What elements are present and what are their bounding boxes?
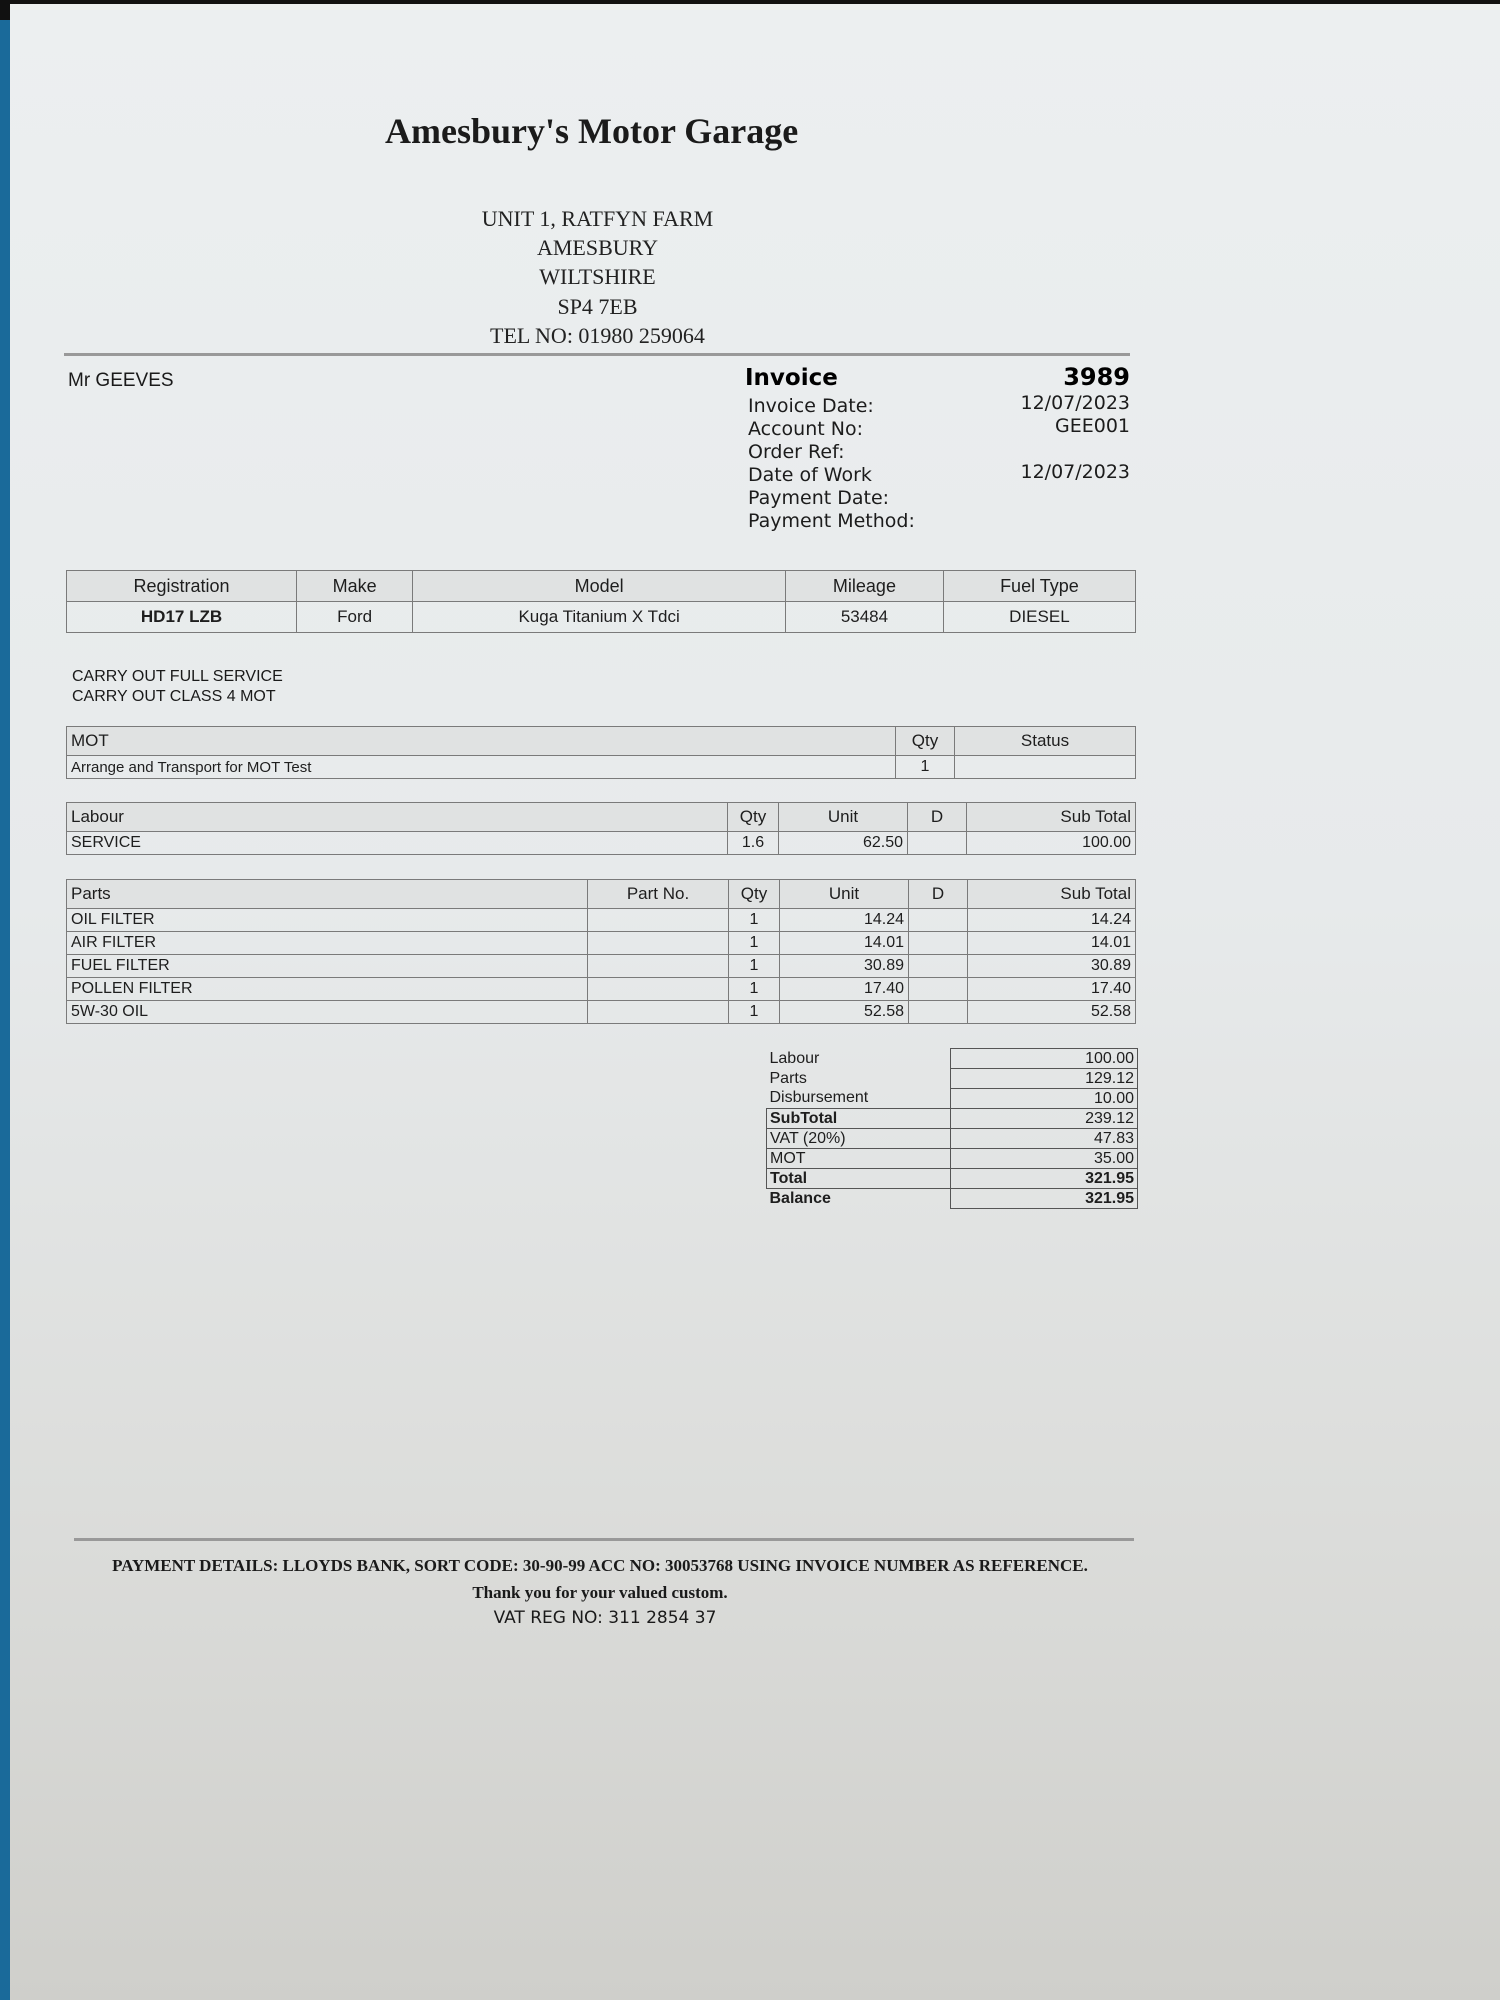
part-number — [588, 1001, 729, 1024]
company-name: Amesbury's Motor Garage — [385, 111, 799, 151]
vehicle-fuel-type: DIESEL — [943, 602, 1135, 633]
parts-header-part-no: Part No. — [588, 880, 729, 909]
invoice-date-label: Invoice Date: — [748, 395, 874, 417]
footer-divider — [74, 1538, 1134, 1541]
date-of-work-label: Date of Work — [748, 464, 872, 486]
part-unit: 17.40 — [780, 978, 909, 1001]
totals-row-disbursement — [767, 1089, 1138, 1109]
invoice-heading: Invoice — [745, 365, 838, 391]
address-line-3: WILTSHIRE — [539, 264, 656, 289]
order-ref-label: Order Ref: — [748, 441, 845, 463]
labour-item-discount — [908, 832, 967, 855]
vehicle-header-make: Make — [297, 571, 413, 602]
part-number — [588, 978, 729, 1001]
totals-value: 239.12 — [951, 1109, 1138, 1129]
work-line-2: CARRY OUT CLASS 4 MOT — [72, 688, 276, 705]
labour-header-discount: D — [908, 803, 967, 832]
mot-table — [66, 726, 1136, 779]
table-row — [67, 756, 1136, 779]
vehicle-make: Ford — [297, 602, 413, 633]
header-divider — [64, 353, 1130, 356]
totals-row-total — [767, 1169, 1138, 1189]
part-description: POLLEN FILTER — [67, 978, 588, 1001]
totals-label: Total — [767, 1169, 951, 1189]
table-row — [67, 932, 1136, 955]
mot-header-qty: Qty — [896, 727, 955, 756]
mot-header-row — [67, 727, 1136, 756]
parts-table — [66, 879, 1136, 1024]
part-number — [588, 955, 729, 978]
address-line-2: AMESBURY — [536, 235, 659, 260]
vehicle-table — [66, 570, 1136, 633]
mot-item-qty: 1 — [896, 756, 955, 779]
mot-item-status — [955, 756, 1136, 779]
part-description: OIL FILTER — [67, 909, 588, 932]
part-qty: 1 — [729, 932, 780, 955]
part-subtotal: 14.24 — [968, 909, 1136, 932]
part-description: AIR FILTER — [67, 932, 588, 955]
vehicle-header-row — [67, 571, 1136, 602]
part-unit: 52.58 — [780, 1001, 909, 1024]
payment-date-label: Payment Date: — [748, 487, 890, 509]
labour-header-unit: Unit — [779, 803, 908, 832]
customer-name: Mr GEEVES — [68, 370, 174, 391]
table-row — [67, 909, 1136, 932]
account-no-label: Account No: — [748, 418, 863, 440]
totals-label: Parts — [769, 1069, 807, 1087]
part-number — [588, 932, 729, 955]
mot-header-title: MOT — [67, 727, 896, 756]
totals-table — [766, 1048, 1138, 1209]
totals-row-mot — [767, 1149, 1138, 1169]
table-row — [67, 1001, 1136, 1024]
vehicle-header-mileage: Mileage — [786, 571, 944, 602]
part-discount — [909, 978, 968, 1001]
part-unit: 30.89 — [780, 955, 909, 978]
part-qty: 1 — [729, 978, 780, 1001]
part-subtotal: 52.58 — [968, 1001, 1136, 1024]
part-discount — [909, 1001, 968, 1024]
vehicle-registration: HD17 LZB — [67, 602, 297, 633]
parts-header-row — [67, 880, 1136, 909]
totals-row-labour — [767, 1049, 1138, 1069]
part-number — [588, 909, 729, 932]
work-description — [72, 667, 283, 707]
totals-label: MOT — [767, 1149, 951, 1169]
part-qty: 1 — [729, 1001, 780, 1024]
part-discount — [909, 932, 968, 955]
vehicle-values-row — [67, 602, 1136, 633]
totals-row-balance — [767, 1189, 1138, 1209]
part-unit: 14.24 — [780, 909, 909, 932]
payment-method-label: Payment Method: — [748, 510, 915, 532]
vehicle-header-fuel-type: Fuel Type — [943, 571, 1135, 602]
vehicle-model: Kuga Titanium X Tdci — [413, 602, 786, 633]
totals-value: 321.95 — [951, 1169, 1138, 1189]
labour-table — [66, 802, 1136, 855]
part-unit: 14.01 — [780, 932, 909, 955]
totals-label: VAT (20%) — [767, 1129, 951, 1149]
table-row — [67, 955, 1136, 978]
mot-item-description: Arrange and Transport for MOT Test — [67, 756, 896, 779]
part-qty: 1 — [729, 909, 780, 932]
totals-value: 129.12 — [951, 1069, 1138, 1089]
totals-value: 100.00 — [951, 1049, 1138, 1069]
labour-header-qty: Qty — [728, 803, 779, 832]
labour-header-row — [67, 803, 1136, 832]
totals-label: Balance — [769, 1189, 831, 1207]
totals-value: 35.00 — [951, 1149, 1138, 1169]
table-row — [67, 832, 1136, 855]
parts-header-unit: Unit — [780, 880, 909, 909]
totals-value: 10.00 — [951, 1089, 1138, 1109]
invoice-number: 3989 — [1063, 363, 1130, 391]
part-subtotal: 30.89 — [968, 955, 1136, 978]
part-subtotal: 14.01 — [968, 932, 1136, 955]
totals-row-parts — [767, 1069, 1138, 1089]
address-line-1: UNIT 1, RATFYN FARM — [481, 206, 714, 231]
labour-header-subtotal: Sub Total — [967, 803, 1136, 832]
totals-row-subtotal — [767, 1109, 1138, 1129]
totals-label: SubTotal — [767, 1109, 951, 1129]
date-of-work-value: 12/07/2023 — [1020, 461, 1130, 483]
labour-header-title: Labour — [67, 803, 728, 832]
vehicle-mileage: 53484 — [786, 602, 944, 633]
parts-header-subtotal: Sub Total — [968, 880, 1136, 909]
mot-header-status: Status — [955, 727, 1136, 756]
parts-header-title: Parts — [67, 880, 588, 909]
thank-you-note: Thank you for your valued custom. — [472, 1583, 728, 1602]
part-discount — [909, 909, 968, 932]
labour-item-subtotal: 100.00 — [967, 832, 1136, 855]
part-description: FUEL FILTER — [67, 955, 588, 978]
part-qty: 1 — [729, 955, 780, 978]
labour-item-qty: 1.6 — [728, 832, 779, 855]
work-line-1: CARRY OUT FULL SERVICE — [72, 668, 283, 685]
invoice-date-value: 12/07/2023 — [1020, 392, 1130, 414]
part-subtotal: 17.40 — [968, 978, 1136, 1001]
vehicle-header-model: Model — [413, 571, 786, 602]
parts-header-qty: Qty — [729, 880, 780, 909]
vat-registration: VAT REG NO: 311 2854 37 — [493, 1608, 717, 1628]
labour-item-unit: 62.50 — [779, 832, 908, 855]
part-description: 5W-30 OIL — [67, 1001, 588, 1024]
table-row — [67, 978, 1136, 1001]
payment-details: PAYMENT DETAILS: LLOYDS BANK, SORT CODE: 30-90-99 ACC NO: 30053768 USING INVOICE NUMBER AS REFERENCE. — [112, 1556, 1088, 1575]
account-no-value: GEE001 — [1055, 415, 1130, 437]
totals-label: Disbursement — [769, 1089, 869, 1107]
totals-value: 47.83 — [951, 1129, 1138, 1149]
vehicle-header-registration: Registration — [67, 571, 297, 602]
telephone-line: TEL NO: 01980 259064 — [490, 323, 705, 348]
address-line-4: SP4 7EB — [557, 294, 638, 319]
parts-header-discount: D — [909, 880, 968, 909]
totals-value: 321.95 — [951, 1189, 1138, 1209]
totals-label: Labour — [769, 1049, 820, 1067]
part-discount — [909, 955, 968, 978]
totals-row-vat — [767, 1129, 1138, 1149]
labour-item-description: SERVICE — [67, 832, 728, 855]
